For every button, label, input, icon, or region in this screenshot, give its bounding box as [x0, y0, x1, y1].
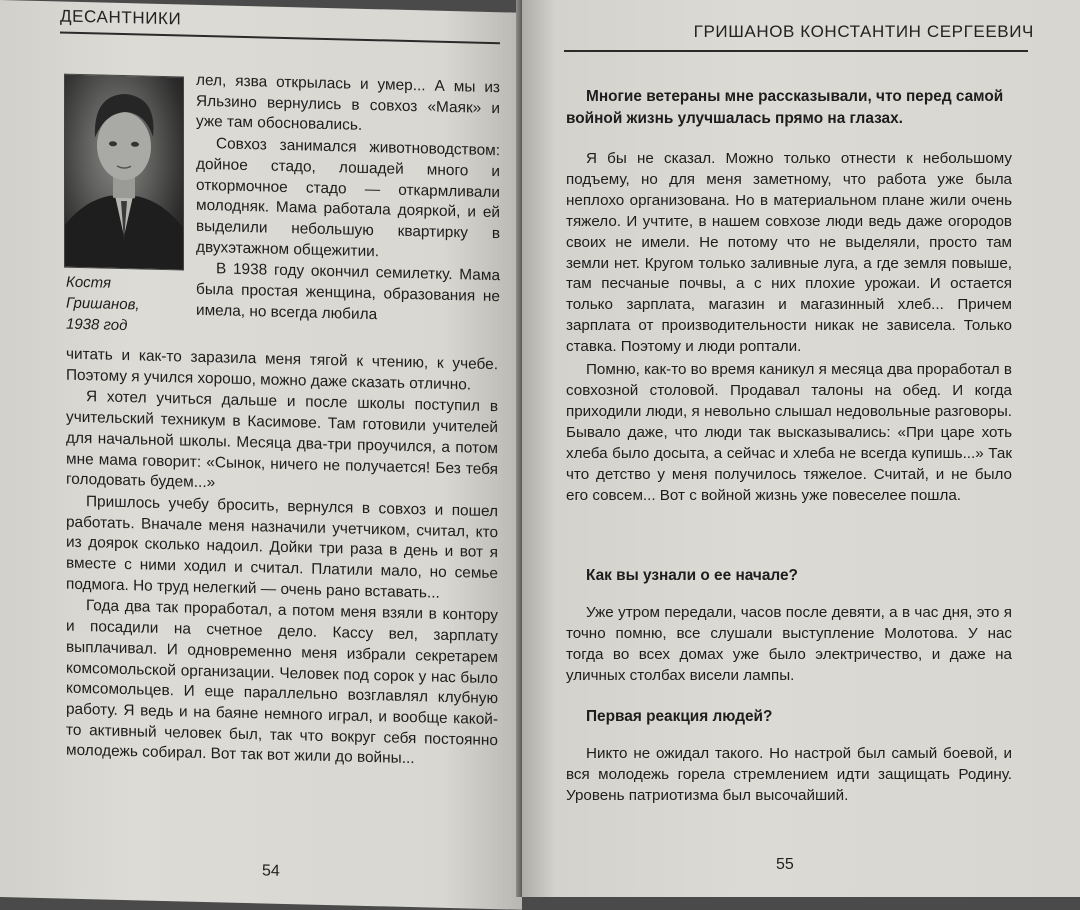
- paragraph: Уже утром передали, часов после девяти, а в час дня, это я точно помню, все слушали выступление Молотова. У нас тогда во всех домах уже было электричество, и даже на уличных столбах висели лампы.: [566, 604, 1012, 684]
- right-running-head: ГРИШАНОВ КОНСТАНТИН СЕРГЕЕВИЧ: [693, 22, 1034, 41]
- qa-block-3: [566, 706, 1012, 807]
- qa-block-1: [566, 86, 1012, 506]
- left-running-head: ДЕСАНТНИКИ: [60, 6, 182, 29]
- wrap-text-column: [196, 71, 500, 330]
- interview-question: Многие ветераны мне рассказывали, что перед самой войной жизнь улучшалась прямо на глазах.: [566, 88, 1004, 127]
- interview-answer: [566, 744, 1012, 807]
- paragraph: Я бы не сказал. Можно только отнести к небольшому подъему, но для меня заметному, что работа уже была неплохо организована. Но в материальном плане жили очень тяжело. И учтите, в нашем совхозе люди ведь даже огородов своих не имели. Не потому что не выделяли, просто там земли нет. Кругом только заливные луга, а где земля повыше, там песчаные почвы, а с них плохие урожаи. И остается только зарплата, магазин и магазинный хлеб... Причем зарплата от производительности никак не зависела. Только ставка. Поэтому и люди роптали.: [566, 150, 1012, 356]
- paragraph: Года два так проработал, а потом меня взяли в контору и посадили на счетное дело. Кассу вел, зарплату выплачивал. И одновременно меня избрали секретарем комсомольской организации. Человек под сорок у нас было комсомольцев. И еще параллельно возглавлял клубную работу. Я ведь и на баяне немного играл, и вообще какой-то активный человек был, так что вокруг себя постоянно молодежь собирал. Вот так вот жили до войны...: [66, 597, 498, 768]
- full-text-column: [66, 345, 498, 774]
- paragraph: Никто не ожидал такого. Но настрой был самый боевой, и вся молодежь горела стремлением идти защищать Родину. Уровень патриотизма был высочайший.: [566, 745, 1012, 804]
- paragraph: Я хотел учиться дальше и после школы поступил в учительский техникум в Касимове. Там готовили учителей для начальной школы. Месяца два-три проучился, а потом мне мама говорит: «Сынок, ничего не получается! Без тебя голодовать будем...»: [66, 388, 498, 492]
- left-page-number: 54: [262, 862, 280, 880]
- right-header-rule: [564, 50, 1028, 52]
- paragraph: лел, язва открылась и умер... А мы из Яльзино вернулись в совхоз «Маяк» и уже там обосновались.: [196, 71, 500, 135]
- portrait-photo: [64, 74, 184, 271]
- interview-question: Как вы узнали о ее начале?: [586, 567, 798, 584]
- interview-answer: [566, 603, 1012, 687]
- paragraph: Совхоз занимался животноводством: дойное стадо, лошадей много и откормочное стадо — откармливали молодняк. Мама работала дояркой, и ей выделили небольшую квартирку в двухэтажном общежитии.: [196, 135, 500, 260]
- left-header-rule: [60, 31, 500, 44]
- caption-line: 1938 год: [66, 315, 128, 335]
- interview-answer: [566, 149, 1012, 506]
- paragraph: Помню, как-то во время каникул я месяца два проработал в совхозной столовой. Продавал талоны на обед. И когда приходили люди, я невольно слышал недовольные разговоры. Бывало даже, что люди так высказывались: «При царе хоть хлеба было досыта, а сейчас и хлеба не всегда купишь...» Так что детство у меня получилось тяжелое. Считай, и не было его совсем... Вот с войной жизнь уже повеселее пошла.: [566, 361, 1012, 504]
- caption-line: Костя: [66, 273, 112, 292]
- paragraph: читать и как-то заразила меня тягой к чтению, к учебе. Поэтому я учился хорошо, можно даже сказать отлично.: [66, 345, 498, 394]
- paragraph: В 1938 году окончил семилетку. Мама была простая женщина, образования не имела, но всегда любила: [196, 260, 500, 323]
- right-page-number: 55: [776, 856, 794, 873]
- portrait-illustration: [65, 75, 183, 270]
- paragraph: Пришлось учебу бросить, вернулся в совхоз и пошел работать. Вначале меня назначили учетчиком, считал, кто из доярок сколько надоил. Дойки три раза в день и вот я вместе с ними ходил и считал. Платили мало, но семье подмога. Но труд нелегкий — очень рано вставать...: [66, 493, 498, 602]
- caption-line: Гришанов,: [66, 294, 140, 314]
- photo-caption: [66, 272, 176, 338]
- qa-block-2: [566, 565, 1012, 687]
- left-page: [0, 0, 522, 910]
- interview-question: Первая реакция людей?: [586, 708, 773, 725]
- right-page: [522, 0, 1080, 897]
